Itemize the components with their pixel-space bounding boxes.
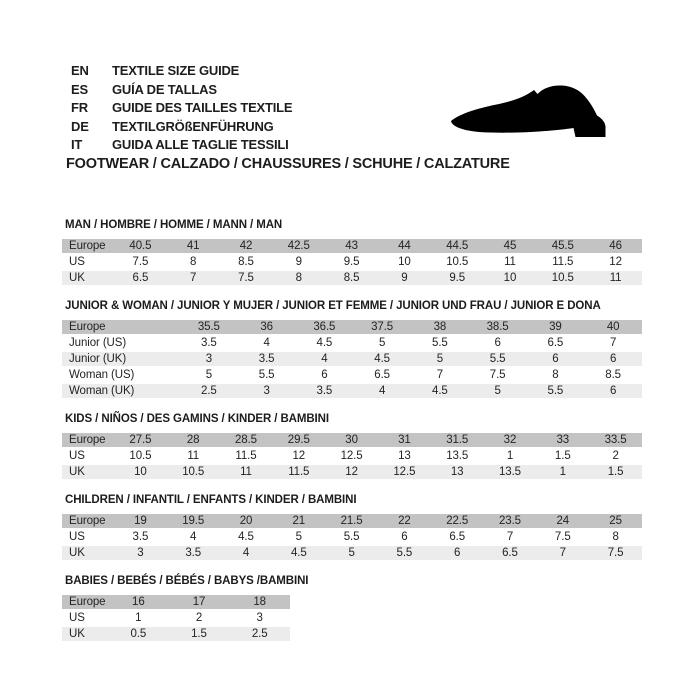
size-cell: 6 xyxy=(527,351,585,367)
table-title: JUNIOR & WOMAN / JUNIOR Y MUJER / JUNIOR ET FEMME / JUNIOR UND FRAU / JUNIOR E DONA xyxy=(65,300,601,312)
size-cell: 7 xyxy=(411,367,469,383)
size-cell: 21.5 xyxy=(325,514,378,529)
language-row xyxy=(71,119,292,138)
size-cell: 36 xyxy=(238,320,296,335)
language-label: GUIDA ALLE TAGLIE TESSILI xyxy=(112,137,289,153)
size-cell: 8.5 xyxy=(325,270,378,286)
size-table-section xyxy=(62,576,642,643)
size-cell: 8 xyxy=(272,270,325,286)
size-table xyxy=(62,433,642,481)
row-label: UK xyxy=(62,270,114,286)
size-cell: 7.5 xyxy=(589,545,642,561)
size-cell: 41 xyxy=(167,239,220,254)
size-table-section xyxy=(62,301,642,400)
size-cell: 17 xyxy=(169,595,230,610)
table-row xyxy=(62,351,642,367)
size-cell: 7.5 xyxy=(536,529,589,545)
size-cell: 6 xyxy=(584,351,642,367)
size-cell: 1.5 xyxy=(589,464,642,480)
size-cell: 6.5 xyxy=(484,545,537,561)
size-cell: 35.5 xyxy=(180,320,238,335)
shoe-icon xyxy=(446,84,626,146)
table-title: KIDS / NIÑOS / DES GAMINS / KINDER / BAMBINI xyxy=(65,413,329,425)
size-cell: 13 xyxy=(378,448,431,464)
size-cell: 11.5 xyxy=(220,448,273,464)
language-label: GUÍA DE TALLAS xyxy=(112,81,217,97)
language-code: FR xyxy=(71,100,88,116)
size-cell: 5.5 xyxy=(378,545,431,561)
table-row xyxy=(62,367,642,383)
size-cell: 5.5 xyxy=(411,335,469,351)
size-cell: 5.5 xyxy=(238,367,296,383)
language-row xyxy=(71,82,292,101)
size-cell: 3.5 xyxy=(296,383,354,399)
size-cell: 33.5 xyxy=(589,433,642,448)
language-row xyxy=(71,137,292,156)
table-row xyxy=(62,595,290,610)
size-cell: 3.5 xyxy=(180,335,238,351)
size-cell: 22 xyxy=(378,514,431,529)
language-label: TEXTILGRÖßENFÜHRUNG xyxy=(112,118,274,134)
size-cell: 40.5 xyxy=(114,239,167,254)
size-cell: 8 xyxy=(527,367,585,383)
size-cell: 13.5 xyxy=(484,464,537,480)
size-cell: 31.5 xyxy=(431,433,484,448)
size-cell: 7 xyxy=(167,270,220,286)
size-cell: 28 xyxy=(167,433,220,448)
size-cell: 4.5 xyxy=(220,529,273,545)
size-cell: 45.5 xyxy=(536,239,589,254)
size-cell: 19.5 xyxy=(167,514,220,529)
row-label: UK xyxy=(62,626,108,642)
language-list xyxy=(71,63,292,156)
size-table-section xyxy=(62,220,642,287)
size-cell: 4 xyxy=(238,335,296,351)
size-cell: 4 xyxy=(353,383,411,399)
size-cell: 6 xyxy=(296,367,354,383)
size-cell: 10 xyxy=(114,464,167,480)
size-cell: 1 xyxy=(484,448,537,464)
size-cell: 5 xyxy=(272,529,325,545)
size-cell: 9 xyxy=(378,270,431,286)
size-cell: 9.5 xyxy=(325,254,378,270)
row-label: US xyxy=(62,529,114,545)
size-cell: 5 xyxy=(325,545,378,561)
table-row xyxy=(62,239,642,254)
table-row xyxy=(62,270,642,286)
size-cell: 2 xyxy=(169,610,230,626)
table-row xyxy=(62,383,642,399)
table-row xyxy=(62,448,642,464)
size-cell: 10.5 xyxy=(536,270,589,286)
row-label: US xyxy=(62,610,108,626)
size-cell: 3 xyxy=(180,351,238,367)
size-cell: 4 xyxy=(220,545,273,561)
size-cell: 0.5 xyxy=(108,626,169,642)
row-label: UK xyxy=(62,464,114,480)
table-row xyxy=(62,514,642,529)
size-cell: 11.5 xyxy=(536,254,589,270)
size-cell: 12.5 xyxy=(325,448,378,464)
size-cell: 7 xyxy=(484,529,537,545)
size-cell: 3 xyxy=(238,383,296,399)
size-cell: 4 xyxy=(167,529,220,545)
row-label: US xyxy=(62,448,114,464)
size-cell: 45 xyxy=(484,239,537,254)
size-cell: 1.5 xyxy=(169,626,230,642)
size-cell: 31 xyxy=(378,433,431,448)
size-cell: 8.5 xyxy=(220,254,273,270)
size-cell: 10.5 xyxy=(167,464,220,480)
size-table xyxy=(62,514,642,562)
size-cell: 5.5 xyxy=(469,351,527,367)
row-label: UK xyxy=(62,545,114,561)
size-cell: 40 xyxy=(584,320,642,335)
row-label: Europe xyxy=(62,595,108,610)
table-row xyxy=(62,335,642,351)
table-row xyxy=(62,433,642,448)
size-cell: 8.5 xyxy=(584,367,642,383)
size-cell: 10 xyxy=(378,254,431,270)
row-label: Junior (UK) xyxy=(62,351,180,367)
size-cell: 42.5 xyxy=(272,239,325,254)
table-row xyxy=(62,545,642,561)
size-cell: 3 xyxy=(229,610,290,626)
shoe-silhouette-path xyxy=(451,85,606,137)
size-table xyxy=(62,239,642,287)
size-cell: 3 xyxy=(114,545,167,561)
size-cell: 24 xyxy=(536,514,589,529)
size-cell: 4.5 xyxy=(411,383,469,399)
row-label: Europe xyxy=(62,514,114,529)
size-cell: 21 xyxy=(272,514,325,529)
size-cell: 44 xyxy=(378,239,431,254)
size-cell: 4 xyxy=(296,351,354,367)
size-cell: 7.5 xyxy=(114,254,167,270)
size-cell: 23.5 xyxy=(484,514,537,529)
language-code: DE xyxy=(71,118,89,134)
language-row xyxy=(71,63,292,82)
size-cell: 11 xyxy=(220,464,273,480)
size-cell: 5 xyxy=(180,367,238,383)
size-cell: 22.5 xyxy=(431,514,484,529)
size-cell: 13.5 xyxy=(431,448,484,464)
language-code: EN xyxy=(71,63,89,78)
size-cell: 4.5 xyxy=(296,335,354,351)
size-cell: 13 xyxy=(431,464,484,480)
size-table xyxy=(62,595,290,643)
size-cell: 2 xyxy=(589,448,642,464)
size-cell: 5.5 xyxy=(325,529,378,545)
language-label: GUIDE DES TAILLES TEXTILE xyxy=(112,100,293,116)
size-cell: 36.5 xyxy=(296,320,354,335)
size-cell: 25 xyxy=(589,514,642,529)
language-code: IT xyxy=(71,137,83,153)
size-cell: 46 xyxy=(589,239,642,254)
size-cell: 20 xyxy=(220,514,273,529)
language-row xyxy=(71,100,292,119)
size-cell: 10.5 xyxy=(431,254,484,270)
row-label: US xyxy=(62,254,114,270)
size-cell: 5 xyxy=(411,351,469,367)
size-table-section xyxy=(62,414,642,481)
row-label: Europe xyxy=(62,239,114,254)
size-cell: 12 xyxy=(272,448,325,464)
size-cell: 10.5 xyxy=(114,448,167,464)
table-row xyxy=(62,464,642,480)
row-label: Europe xyxy=(62,320,180,335)
size-cell: 12 xyxy=(325,464,378,480)
size-cell: 8 xyxy=(167,254,220,270)
size-cell: 6 xyxy=(469,335,527,351)
table-row xyxy=(62,626,290,642)
size-cell: 38.5 xyxy=(469,320,527,335)
size-cell: 6.5 xyxy=(353,367,411,383)
size-cell: 27.5 xyxy=(114,433,167,448)
size-cell: 39 xyxy=(527,320,585,335)
row-label: Woman (UK) xyxy=(62,383,180,399)
size-cell: 2.5 xyxy=(229,626,290,642)
size-cell: 43 xyxy=(325,239,378,254)
size-cell: 4.5 xyxy=(272,545,325,561)
table-row xyxy=(62,254,642,270)
size-cell: 7 xyxy=(584,335,642,351)
size-cell: 9 xyxy=(272,254,325,270)
size-cell: 6.5 xyxy=(431,529,484,545)
language-code: ES xyxy=(71,81,88,97)
size-cell: 6 xyxy=(431,545,484,561)
size-cell: 1 xyxy=(108,610,169,626)
size-cell: 1.5 xyxy=(536,448,589,464)
table-title: CHILDREN / INFANTIL / ENFANTS / KINDER / BAMBINI xyxy=(65,494,357,506)
table-title: MAN / HOMBRE / HOMME / MANN / MAN xyxy=(65,219,283,231)
size-cell: 2.5 xyxy=(180,383,238,399)
size-cell: 5 xyxy=(469,383,527,399)
size-cell: 32 xyxy=(484,433,537,448)
size-table xyxy=(62,320,642,400)
row-label: Woman (US) xyxy=(62,367,180,383)
size-cell: 42 xyxy=(220,239,273,254)
size-cell: 28.5 xyxy=(220,433,273,448)
size-cell: 5 xyxy=(353,335,411,351)
size-cell: 38 xyxy=(411,320,469,335)
size-cell: 3.5 xyxy=(114,529,167,545)
size-cell: 37.5 xyxy=(353,320,411,335)
size-cell: 30 xyxy=(325,433,378,448)
size-cell: 11 xyxy=(484,254,537,270)
size-cell: 44.5 xyxy=(431,239,484,254)
size-cell: 11 xyxy=(589,270,642,286)
size-cell: 19 xyxy=(114,514,167,529)
size-cell: 33 xyxy=(536,433,589,448)
size-cell: 7 xyxy=(536,545,589,561)
size-cell: 3.5 xyxy=(167,545,220,561)
size-cell: 18 xyxy=(229,595,290,610)
size-table-section xyxy=(62,495,642,562)
size-cell: 6.5 xyxy=(527,335,585,351)
row-label: Junior (US) xyxy=(62,335,180,351)
size-cell: 7.5 xyxy=(469,367,527,383)
size-cell: 6 xyxy=(584,383,642,399)
size-cell: 11 xyxy=(167,448,220,464)
language-label: TEXTILE SIZE GUIDE xyxy=(112,63,240,78)
size-cell: 6 xyxy=(378,529,431,545)
size-cell: 5.5 xyxy=(527,383,585,399)
size-cell: 12.5 xyxy=(378,464,431,480)
size-cell: 16 xyxy=(108,595,169,610)
table-title: BABIES / BEBÉS / BÉBÉS / BABYS /BAMBINI xyxy=(65,575,309,587)
size-tables xyxy=(62,220,642,657)
size-cell: 6.5 xyxy=(114,270,167,286)
table-row xyxy=(62,320,642,335)
size-cell: 11.5 xyxy=(272,464,325,480)
row-label: Europe xyxy=(62,433,114,448)
size-cell: 7.5 xyxy=(220,270,273,286)
size-cell: 3.5 xyxy=(238,351,296,367)
category-line: FOOTWEAR / CALZADO / CHAUSSURES / SCHUHE / CALZATURE xyxy=(66,156,510,172)
size-cell: 4.5 xyxy=(353,351,411,367)
size-cell: 10 xyxy=(484,270,537,286)
table-row xyxy=(62,529,642,545)
size-cell: 1 xyxy=(536,464,589,480)
size-cell: 29.5 xyxy=(272,433,325,448)
table-row xyxy=(62,610,290,626)
size-cell: 9.5 xyxy=(431,270,484,286)
size-cell: 8 xyxy=(589,529,642,545)
size-cell: 12 xyxy=(589,254,642,270)
